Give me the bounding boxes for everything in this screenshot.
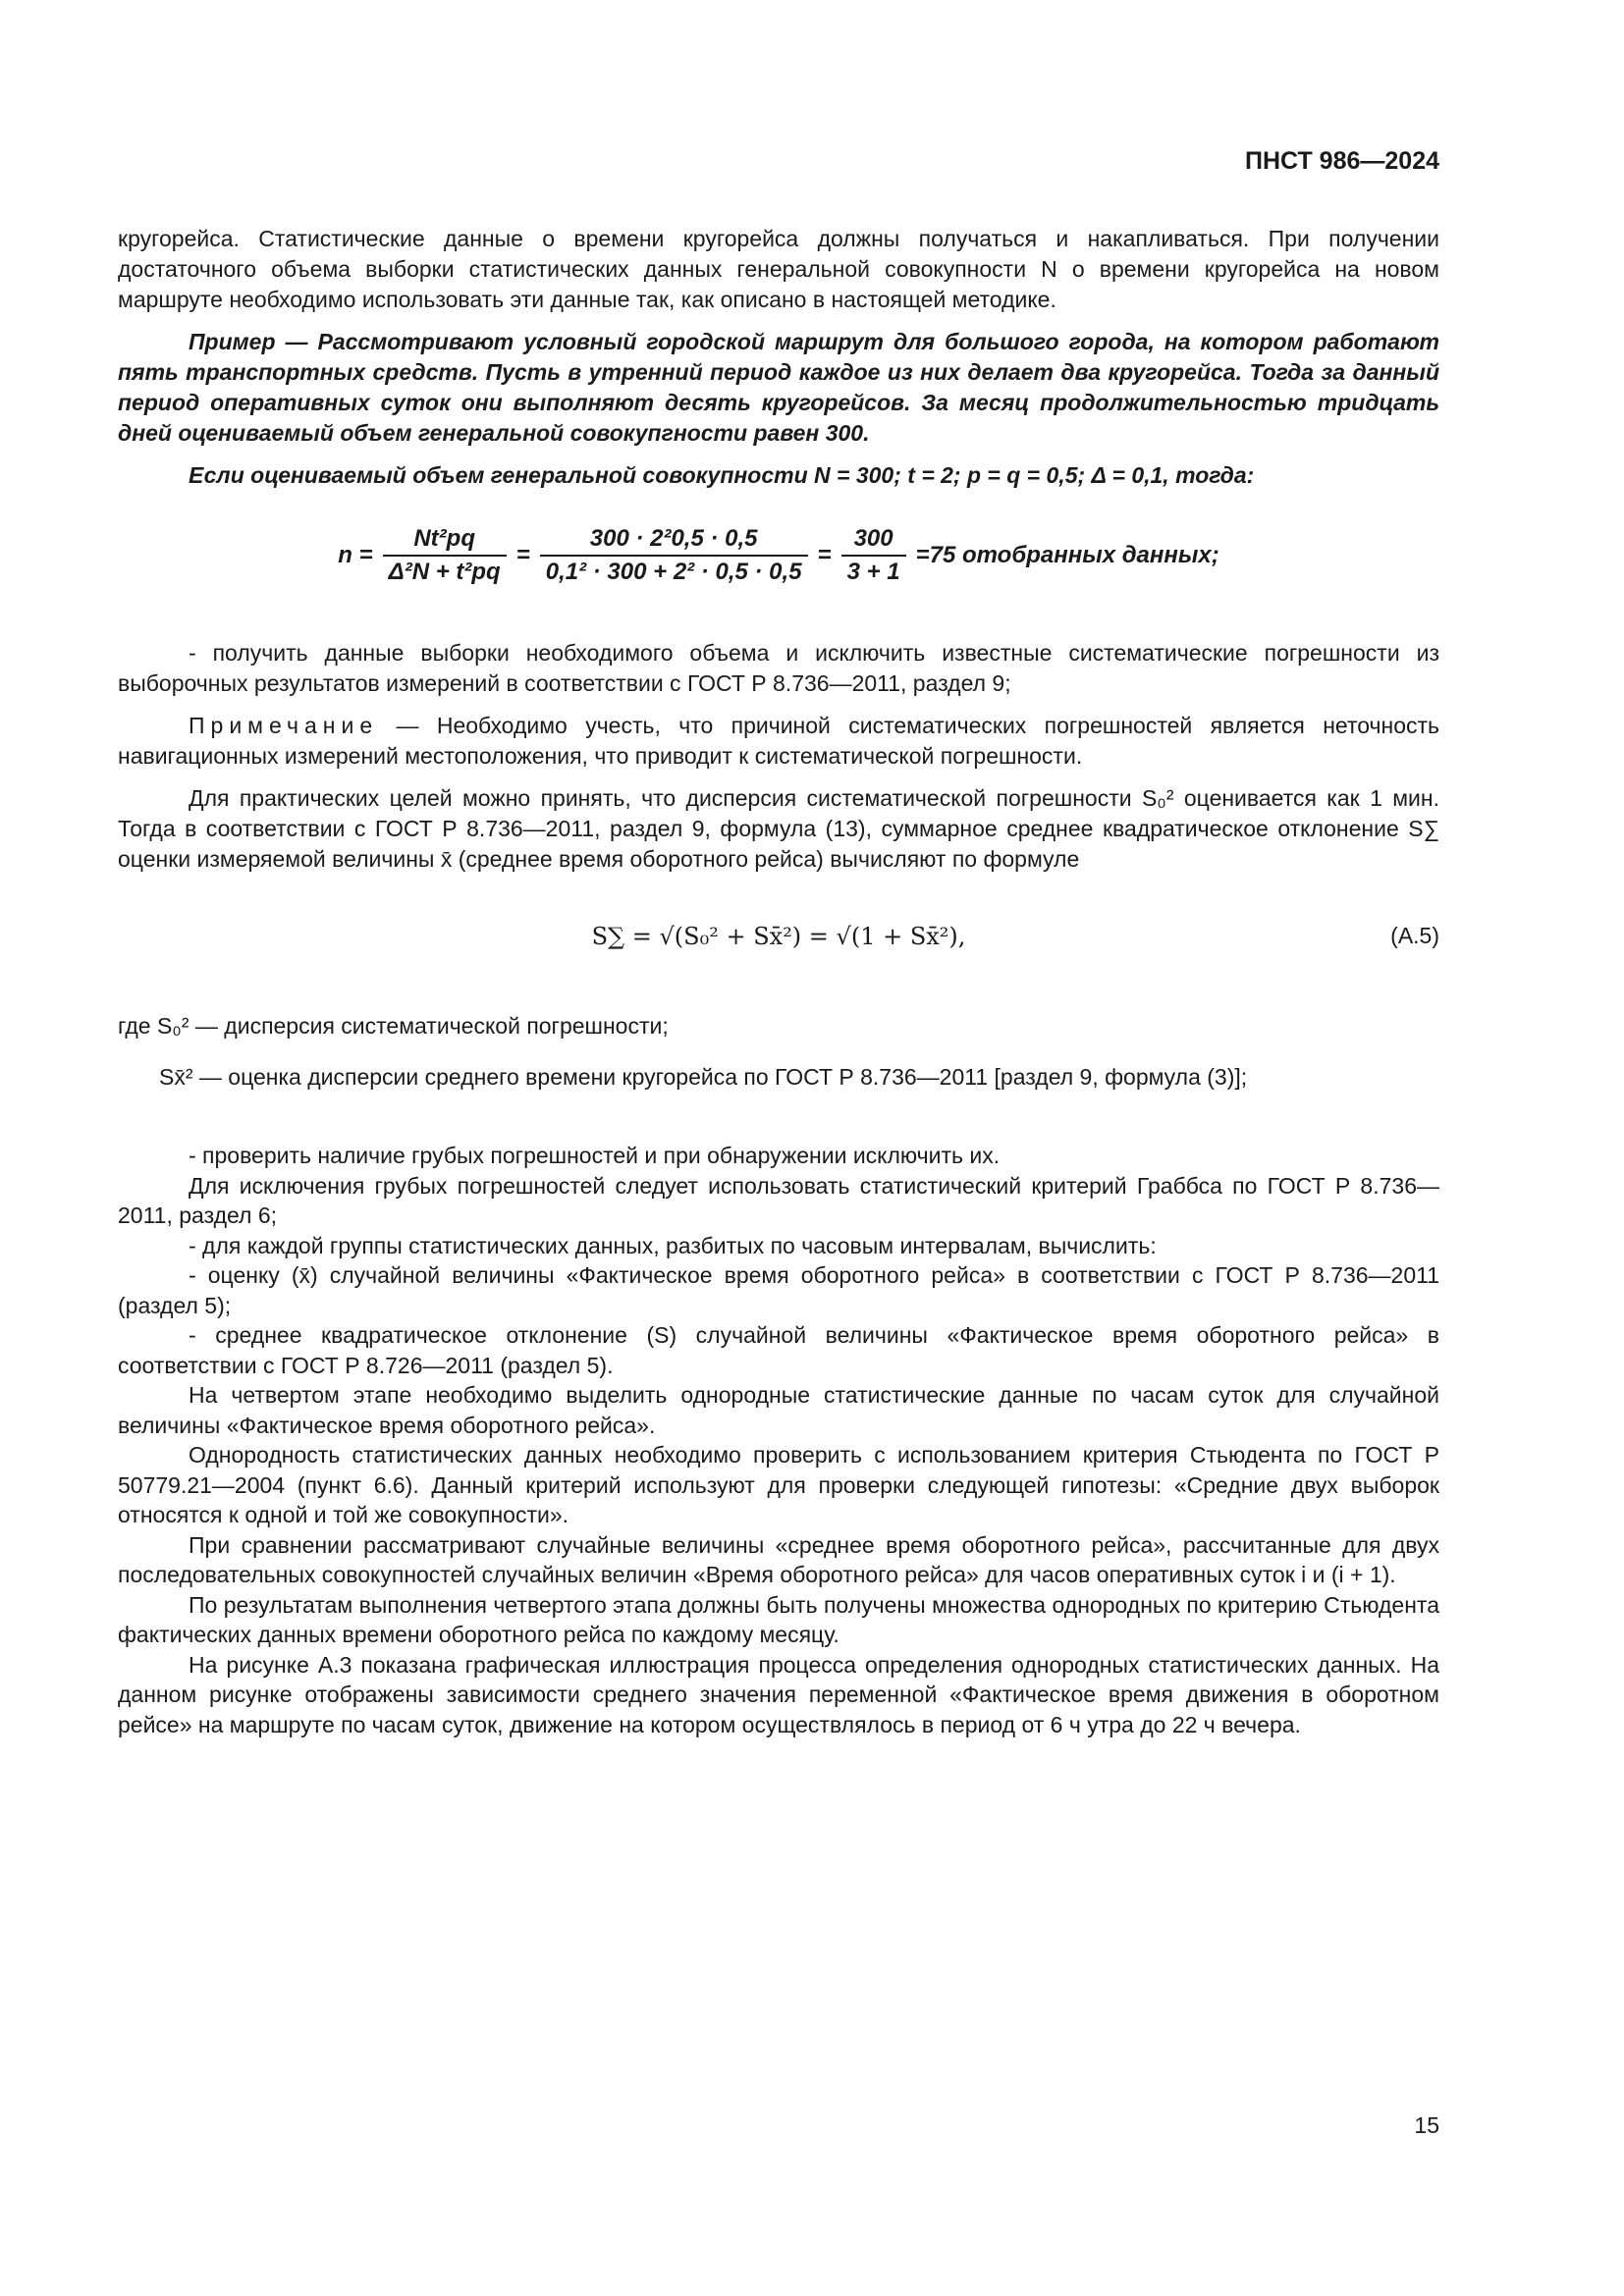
- list-item-obtain-sample: - получить данные выборки необходимого объема и исключить известные систематические погрешности из выборочных результатов измерений в соответствии с ГОСТ Р 8.736—2011, раздел 9;: [118, 640, 1439, 696]
- formula-fraction-3: [841, 525, 906, 586]
- formula-result: =75 отобранных данных;: [915, 542, 1219, 568]
- list-line: - проверить наличие грубых погрешностей и при обнаружении исключить их.: [189, 1143, 1001, 1168]
- list-line: При сравнении рассматривают случайные величины «среднее время оборотного рейса», рассчитанные для двух последовательных совокупностей случайных величин «Время оборотного рейса» для часов оперативных суток i и (i + 1).: [118, 1531, 1439, 1587]
- where-text-1: — дисперсия систематической погрешности;: [194, 1013, 669, 1039]
- text-block-middle: [118, 638, 1439, 875]
- formula-number: (А.5): [1390, 923, 1439, 948]
- condition-paragraph: Если оцениваемый объем генеральной совокупности N = 300; t = 2; p = q = 0,5; Δ = 0,1, тогда:: [189, 462, 1255, 488]
- paragraph-practical: Для практических целей можно принять, что дисперсия систематической погрешности S₀² оценивается как 1 мин. Тогда в соответствии с ГОСТ Р 8.736—2011, раздел 9, формула (13), суммарное среднее квадратическое отклонение S∑ оценки измеряемой величины x̄ (среднее время оборотного рейса) вычисляют по формуле: [118, 785, 1439, 872]
- formula-fraction-1: [383, 525, 507, 586]
- list-line: - среднее квадратическое отклонение (S) случайной величины «Фактическое время оборотного рейса» в соответствии с ГОСТ Р 8.726—2011 (раздел 5).: [118, 1322, 1439, 1378]
- formula-lhs: n =: [338, 542, 373, 568]
- where-text-2: — оценка дисперсии среднего времени кругорейса по ГОСТ Р 8.736—2011 [раздел 9, формула (3)];: [198, 1064, 1248, 1090]
- list-line: - оценку (x̄) случайной величины «Фактическое время оборотного рейса» в соответствии с ГОСТ Р 8.736—2011 (раздел 5);: [118, 1262, 1439, 1318]
- fraction-3-numerator: 300: [841, 525, 906, 557]
- fraction-3-denominator: 3 + 1: [846, 559, 900, 585]
- document-id-header: ПНСТ 986—2024: [1245, 147, 1439, 175]
- list-line: - для каждой группы статистических данных, разбитых по часовым интервалам, вычислить:: [189, 1232, 1157, 1258]
- list-line: Однородность статистических данных необходимо проверить с использованием критерия Стьюдента по ГОСТ Р 50779.21—2004 (пункт 6.6). Данный критерий используют для проверки следующей гипотезы: «Средние двух выборок относятся к одной и той же совокупности».: [118, 1442, 1439, 1527]
- text-block-bottom: [118, 1141, 1439, 1739]
- note-paragraph: [118, 711, 1439, 772]
- paragraph-intro: кругорейса. Статистические данные о времени кругорейса должны получаться и накапливаться. При получении достаточного объема выборки статистических данных генеральной совокупности N о времени кругорейса на новом маршруте необходимо использовать эти данные так, как описано в настоящей методике.: [118, 226, 1439, 312]
- fraction-1-numerator: Nt²pq: [383, 525, 507, 557]
- note-label: Примечание: [189, 713, 379, 738]
- formula-fraction-2: [540, 525, 808, 586]
- sample-size-formula: n = $\frac{\text{Nt²pq}}{\text{Δ²N + t²pq}}$ = $\frac{\text{300 · 2²0,5 · 0,5}}{\text{0,1² · 300 + 2² · 0,5 · 0,5}}$ = $\frac{300}{3 + 1}$ =75 отобранных данных;: [338, 525, 1219, 585]
- where-symbol-1: где S₀²: [118, 1013, 189, 1039]
- list-line: На рисунке А.3 показана графическая иллюстрация процесса определения однородных статистических данных. На данном рисунке отображены зависимости среднего значения переменной «Фактическое время движения в оборотном рейсе» на маршруте по часам суток, движение на котором осуществлялось в период от 6 ч утра до 22 ч вечера.: [118, 1651, 1439, 1737]
- fraction-2-numerator: 300 · 2²0,5 · 0,5: [540, 525, 808, 557]
- fraction-1-denominator: Δ²N + t²pq: [388, 559, 501, 585]
- where-symbol-2: Sx̄²: [159, 1064, 193, 1090]
- list-line: По результатам выполнения четвертого этапа должны быть получены множества однородных по критерию Стьюдента фактических данных времени оборотного рейса по каждому месяцу.: [118, 1591, 1439, 1647]
- list-line: На четвертом этапе необходимо выделить однородные статистические данные по часам суток для случайной величины «Фактическое время оборотного рейса».: [118, 1382, 1439, 1438]
- fraction-2-denominator: 0,1² · 300 + 2² · 0,5 · 0,5: [545, 559, 802, 585]
- total-deviation-formula: [118, 923, 1439, 950]
- formula-a5: S∑ = √(S₀² + Sx̄²) = √(1 + Sx̄²),: [591, 923, 966, 950]
- example-paragraph: Пример — Рассмотривают условный городской маршрут для большого города, на котором работают пять транспортных средств. Пусть в утренний период каждое из них делает два кругорейса. Тогда за данный период оперативных суток они выполняют десять кругорейсов. За месяц продолжительностью тридцать дней оцениваемый объем генеральной совокупгности равен 300.: [118, 329, 1439, 446]
- note-text: — Необходимо учесть, что причиной систематических погрешностей является неточность навигационных измерений местоположения, что приводит к систематической погрешности.: [118, 713, 1439, 769]
- where-clause-1: [118, 1011, 669, 1041]
- text-block-top: [118, 224, 1439, 491]
- page-number: 15: [1414, 2112, 1439, 2138]
- list-line: Для исключения грубых погрешностей следует использовать статистический критерий Граббса по ГОСТ Р 8.736—2011, раздел 6;: [118, 1172, 1439, 1228]
- where-clause-2: [159, 1062, 1247, 1093]
